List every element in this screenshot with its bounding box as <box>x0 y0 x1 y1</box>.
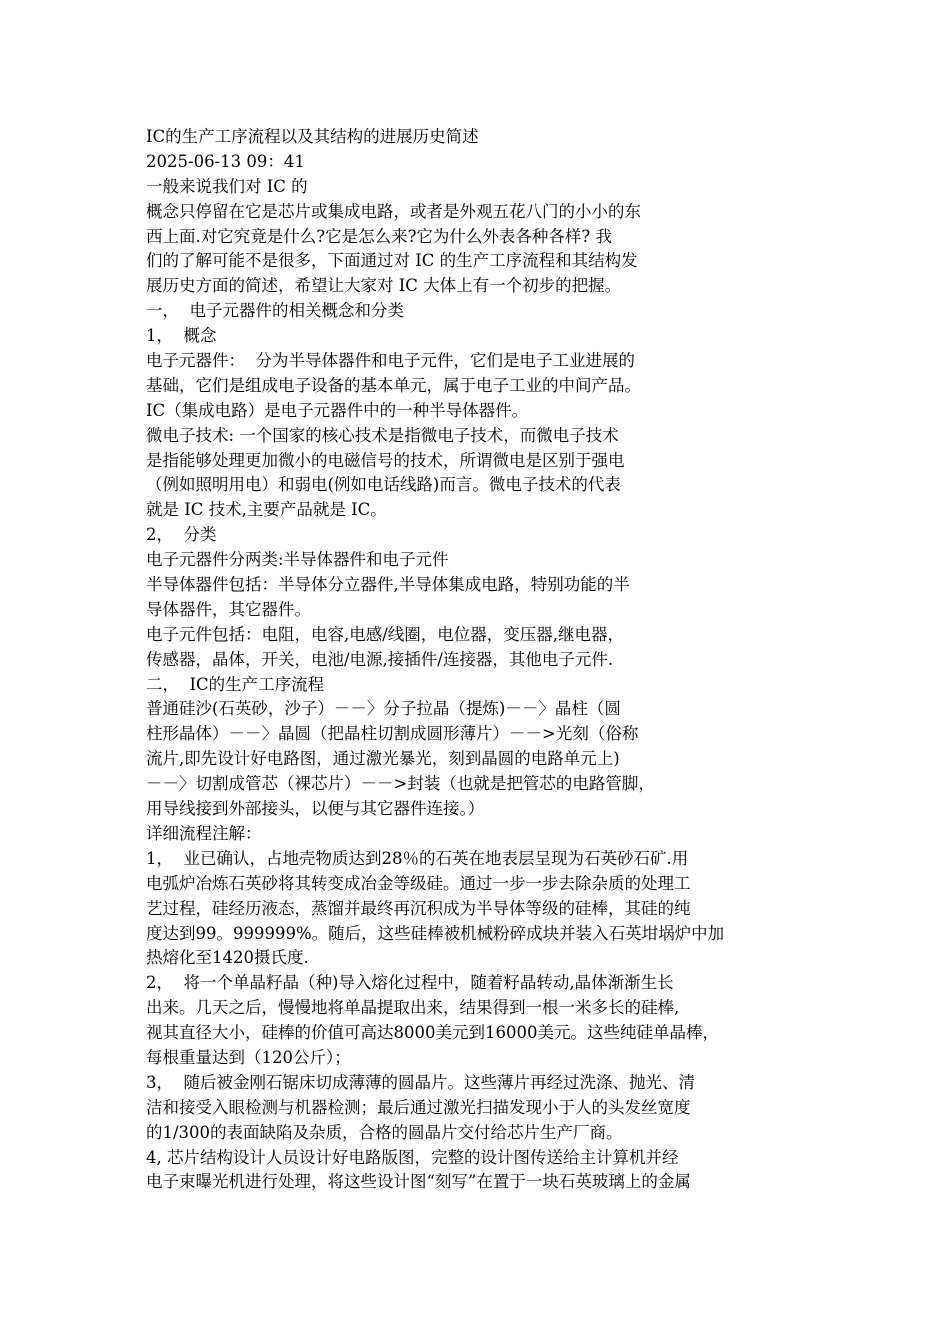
text-line: 柱形晶体）－－〉晶圆（把晶柱切割成圆形薄片）－－>光刻（俗称 <box>146 724 639 744</box>
text-line: 半导体器件包括：半导体分立器件,半导体集成电路，特别功能的半 <box>146 575 630 595</box>
text-line: 是指能够处理更加微小的电磁信号的技术，所谓微电是区别于强电 <box>146 450 625 470</box>
document-title: IC的生产工序流程以及其结构的进展历史简述 <box>146 127 479 146</box>
text-line: 出来。几天之后，慢慢地将单晶提取出来，结果得到一根一米多长的硅棒, <box>146 998 680 1018</box>
text-line: 基础，它们是组成电子设备的基本单元，属于电子工业的中间产品。 <box>146 375 641 395</box>
text-line: 西上面.对它究竟是什么?它是怎么来?它为什么外表各种各样? 我 <box>146 226 613 246</box>
text-line: 1， 业已确认，占地壳物质达到28％的石英在地表层呈现为石英砂石矿.用 <box>146 848 689 868</box>
text-line: 用导线接到外部接头，以便与其它器件连接。） <box>146 799 485 819</box>
subsection-heading: 详细流程注解： <box>146 823 262 843</box>
text-line: 电子元器件分两类:半导体器件和电子元件 <box>146 550 449 570</box>
text-line: 视其直径大小，硅棒的价值可高达8000美元到16000美元。这些纯硅单晶棒， <box>146 1023 719 1043</box>
text-line: IC（集成电路）是电子元器件中的一种半导体器件。 <box>146 400 529 420</box>
text-line: 们的了解可能不是很多，下面通过对 IC 的生产工序流程和其结构发 <box>146 251 638 271</box>
text-line: 导体器件，其它器件。 <box>146 599 311 619</box>
text-line: 热熔化至1420摄氏度. <box>146 948 309 968</box>
text-line: 电子束曝光机进行处理，将这些设计图“刻写”在置于一块石英玻璃上的金属 <box>146 1172 691 1192</box>
text-line: 电弧炉冶炼石英砂将其转变成冶金等级硅。通过一步一步去除杂质的处理工 <box>146 873 691 893</box>
document-body <box>146 125 826 1195</box>
subsection-heading: 2， 分类 <box>146 525 217 545</box>
text-line: 展历史方面的简述，希望让大家对 IC 大体上有一个初步的把握。 <box>146 276 622 296</box>
text-line: 微电子技术: 一个国家的核心技术是指微电子技术，而微电子技术 <box>146 425 619 445</box>
section-heading: 一， 电子元器件的相关概念和分类 <box>146 301 404 321</box>
document-timestamp: 2025-06-13 09：41 <box>146 151 305 171</box>
text-line: －－〉切割成管芯（裸芯片）－－>封装（也就是把管芯的电路管脚， <box>146 774 655 794</box>
text-line: 的1/300的表面缺陷及杂质，合格的圆晶片交付给芯片生产厂商。 <box>146 1122 623 1142</box>
subsection-heading: 1， 概念 <box>146 326 217 346</box>
text-line: 每根重量达到（120公斤）； <box>146 1047 351 1067</box>
text-line: 概念只停留在它是芯片或集成电路，或者是外观五花八门的小小的东 <box>146 201 641 221</box>
text-line: 4, 芯片结构设计人员设计好电路版图，完整的设计图传送给主计算机并经 <box>146 1147 679 1167</box>
text-line: 艺过程，硅经历液态，蒸馏并最终再沉积成为半导体等级的硅棒，其硅的纯 <box>146 898 691 918</box>
text-line: 度达到99。999999%。随后，这些硅棒被机械粉碎成块并装入石英坩埚炉中加 <box>146 923 725 943</box>
text-line: 洁和接受入眼检测与机器检测；最后通过激光扫描发现小于人的头发丝宽度 <box>146 1097 691 1117</box>
section-heading: 二， IC的生产工序流程 <box>146 674 325 694</box>
text-line: 流片,即先设计好电路图，通过激光暴光，刻到晶圆的电路单元上) <box>146 749 620 769</box>
text-line: 电子元器件： 分为半导体器件和电子元件，它们是电子工业进展的 <box>146 351 635 371</box>
text-line: 一般来说我们对 IC 的 <box>146 176 308 196</box>
text-line: 3， 随后被金刚石锯床切成薄薄的圆晶片。这些薄片再经过洗涤、抛光、清 <box>146 1072 695 1092</box>
text-line: （例如照明用电）和弱电(例如电话线路)而言。微电子技术的代表 <box>146 475 621 495</box>
text-line: 电子元件包括：电阻，电容,电感/线圈，电位器，变压器,继电器， <box>146 624 625 644</box>
text-line: 就是 IC 技术,主要产品就是 IC。 <box>146 500 387 520</box>
text-line: 2， 将一个单晶籽晶（种)导入熔化过程中，随着籽晶转动,晶体渐渐生长 <box>146 973 674 993</box>
text-line: 传感器，晶体，开关，电池/电源,接插件/连接器，其他电子元件. <box>146 649 614 669</box>
text-line: 普通硅沙(石英砂，沙子）－－〉分子拉晶（提炼)－－〉晶柱（圆 <box>146 699 621 719</box>
